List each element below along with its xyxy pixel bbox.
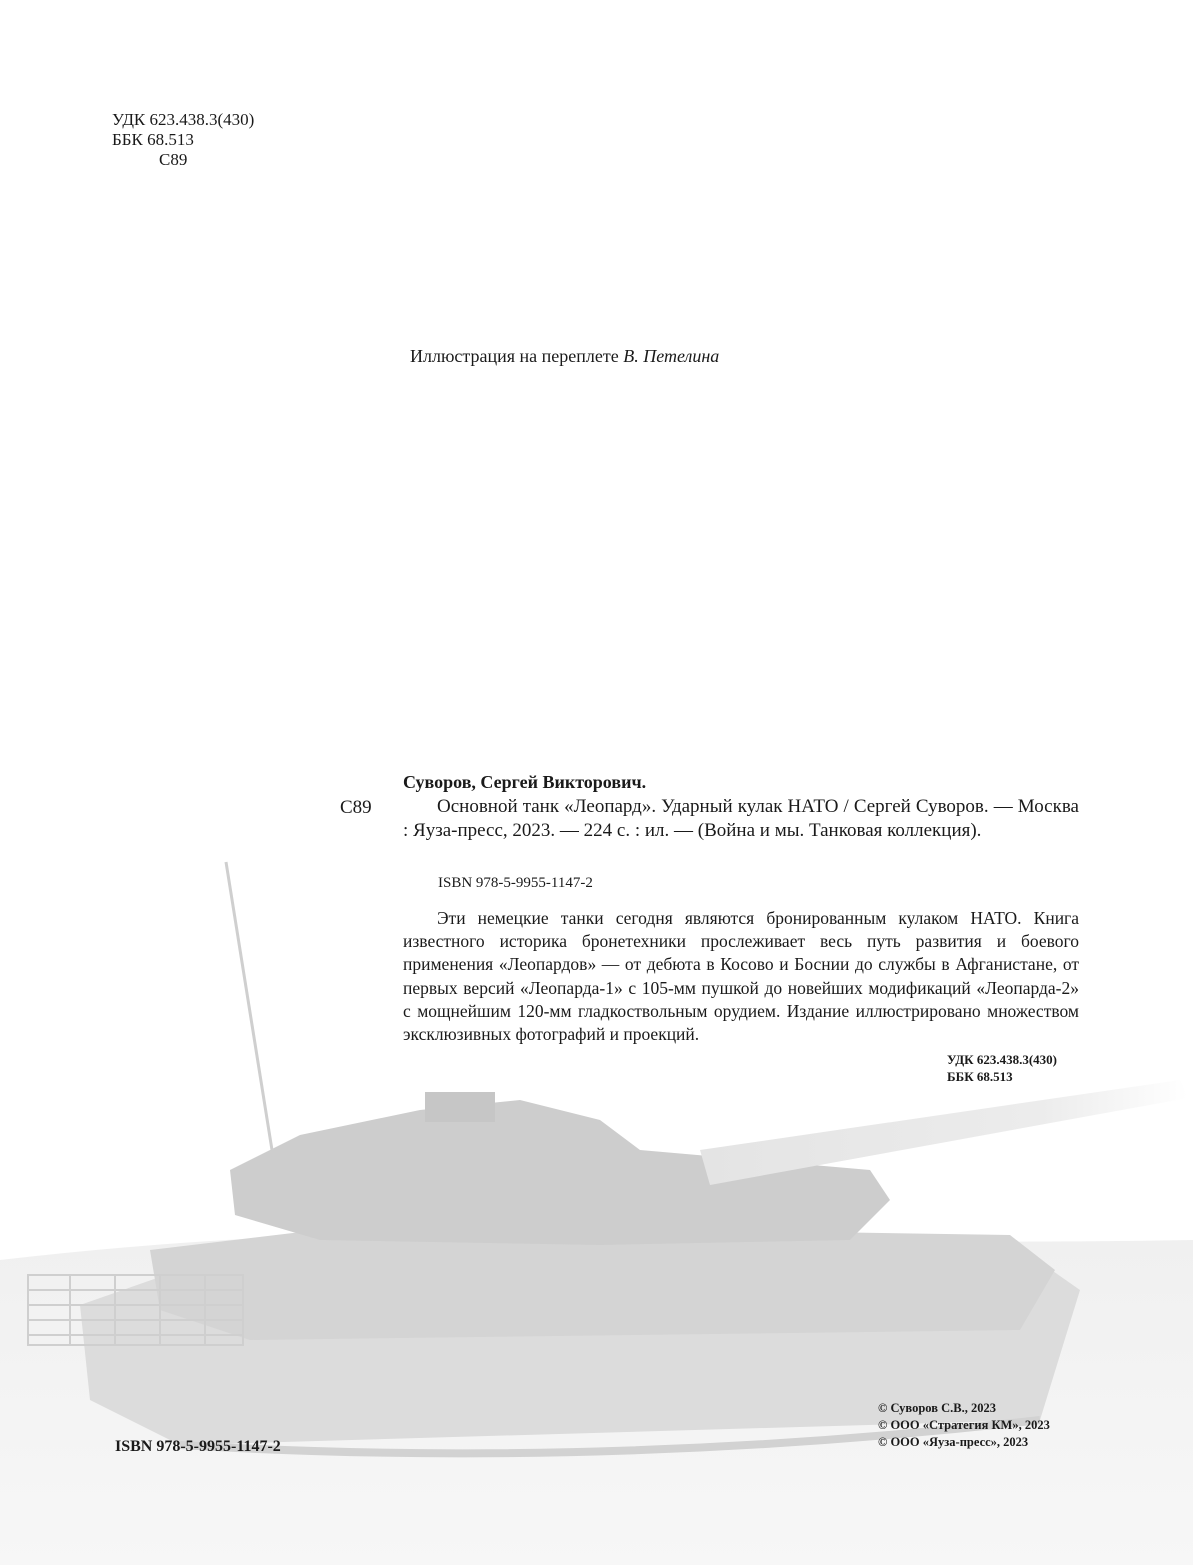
tank-sight-box	[425, 1092, 495, 1122]
bbk-code-bottom: ББК 68.513	[947, 1069, 1013, 1084]
illustration-artist: В. Петелина	[623, 346, 720, 366]
tank-gun-barrel	[700, 1080, 1188, 1185]
illustration-credit	[410, 346, 719, 367]
catalog-author: Суворов, Сергей Викторович.	[403, 772, 647, 792]
tank-antenna	[226, 862, 272, 1150]
isbn-bottom: ISBN 978-5-9955-1147-2	[115, 1438, 281, 1455]
catalog-description: Основной танк «Леопард». Ударный кулак НАТО / Сергей Суворов. — Москва : Яуза-пресс, 2023. — 224 с. : ил. — (Война и мы. Танковая коллекция).	[403, 796, 1079, 841]
illustration-prefix: Иллюстрация на переплете	[410, 346, 619, 366]
udk-block-bottom	[947, 1051, 1057, 1085]
bbk-code: ББК 68.513	[112, 130, 194, 149]
copyright-block	[878, 1400, 1050, 1451]
copyright-line: © ООО «Яуза-пресс», 2023	[878, 1435, 1029, 1449]
catalog-author-mark: С89	[340, 797, 372, 818]
udk-code: УДК 623.438.3(430)	[112, 110, 255, 129]
udk-block-top	[112, 110, 254, 170]
copyright-line: © Суворов С.В., 2023	[878, 1401, 996, 1415]
copyright-line: © ООО «Стратегия КМ», 2023	[878, 1418, 1050, 1432]
udk-code-bottom: УДК 623.438.3(430)	[947, 1052, 1058, 1067]
catalog-isbn: ISBN 978-5-9955-1147-2	[438, 875, 593, 891]
tank-turret	[230, 1100, 890, 1245]
catalog-annotation: Эти немецкие танки сегодня являются бронированным кулаком НАТО. Книга известного историка бронетехники прослеживает весь путь развития и боевого применения «Леопардов» — от дебюта в Косово и Боснии до службы в Афганистане, от первых версий «Леопарда-1» с 105-мм пушкой до новейших модификаций «Леопарда-2» с мощнейшим 120-мм гладкоствольным орудием. Издание иллюстрировано множеством эксклюзивных фотографий и проекций.	[403, 908, 1079, 1045]
author-mark: С89	[159, 150, 188, 169]
